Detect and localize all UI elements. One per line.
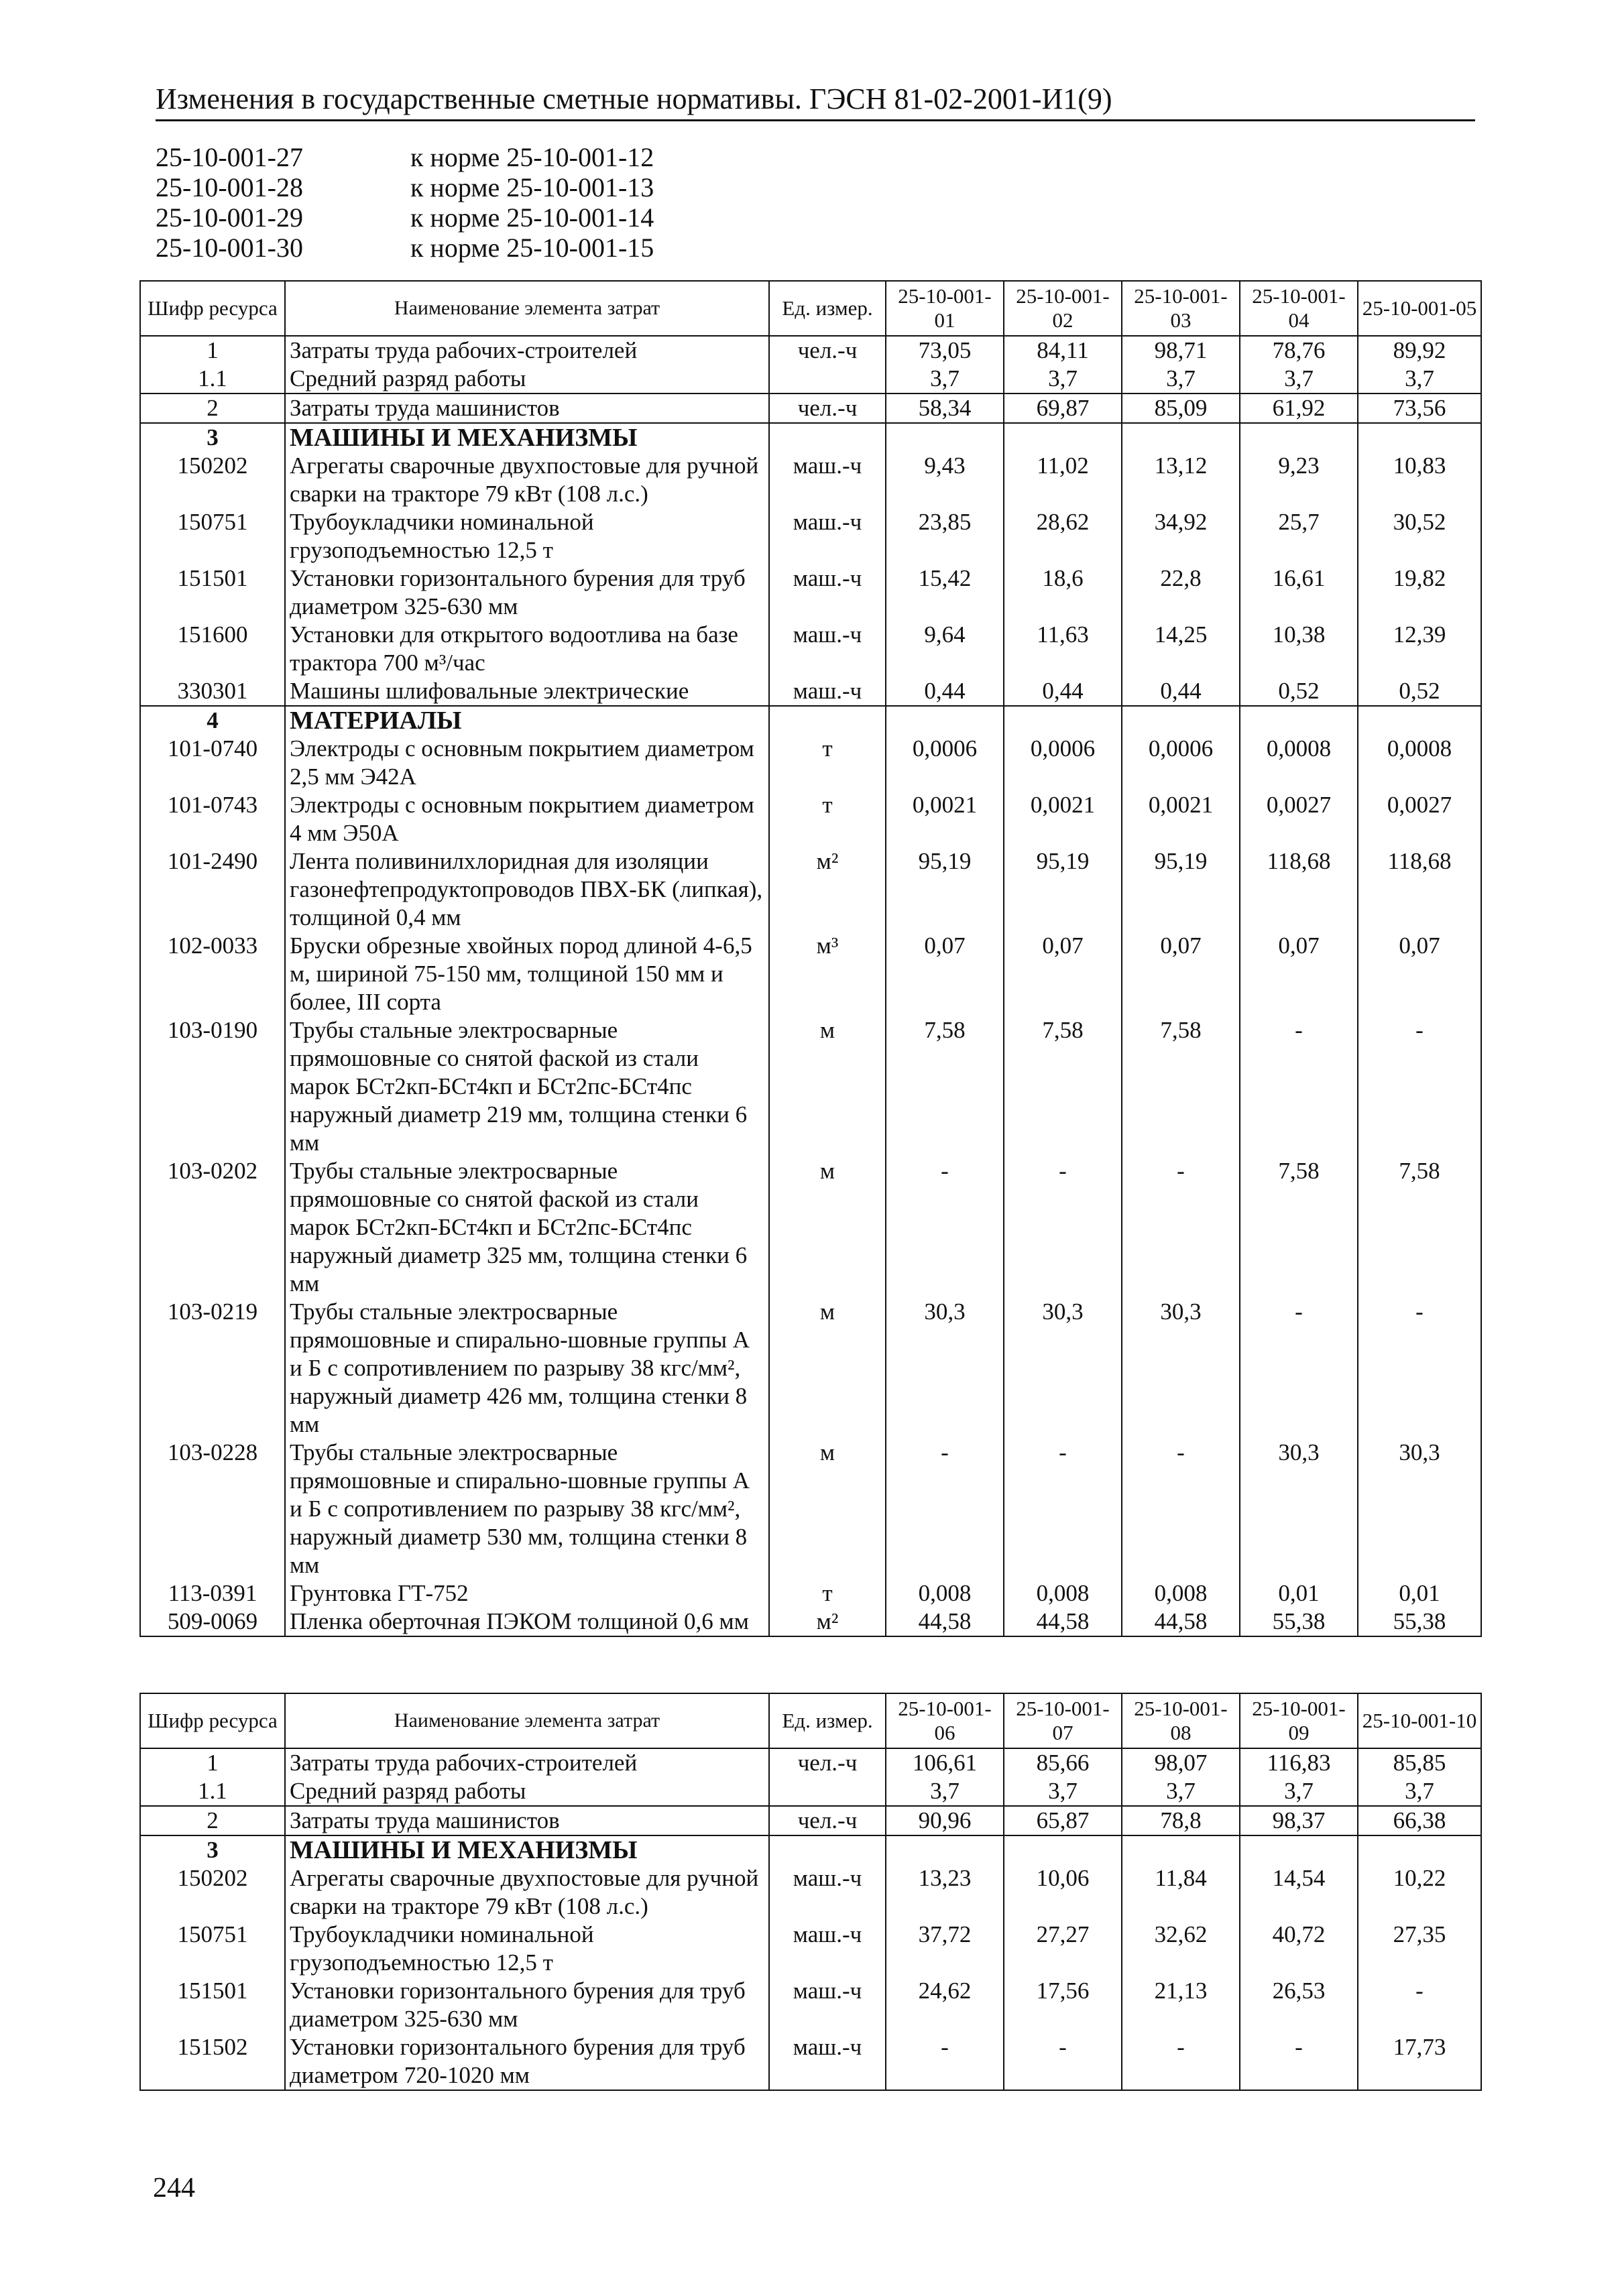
norm-value: 0,07 <box>1122 932 1240 1016</box>
resource-name: Установки горизонтального бурения для труб диаметром 325-630 мм <box>285 564 769 621</box>
norm-value <box>886 423 1004 452</box>
resource-unit: м² <box>769 1608 886 1636</box>
norm-value <box>1122 423 1240 452</box>
norm-value: 3,7 <box>1240 1777 1358 1806</box>
norm-value: 73,56 <box>1358 394 1481 423</box>
norm-value: - <box>1240 1298 1358 1439</box>
norm-value: 7,58 <box>886 1016 1004 1157</box>
norm-value: 30,3 <box>1240 1439 1358 1579</box>
norm-value: 95,19 <box>1122 847 1240 932</box>
resource-code: 3 <box>140 423 285 452</box>
norm-value: 0,44 <box>1122 677 1240 706</box>
norm-value: - <box>886 1439 1004 1579</box>
norm-value: 10,83 <box>1358 452 1481 508</box>
norm-value: 11,84 <box>1122 1864 1240 1921</box>
table-row <box>140 452 1481 508</box>
norm-value: - <box>1122 1157 1240 1298</box>
header-norm-code: 25-10-001-07 <box>1004 1693 1122 1748</box>
resource-code: 2 <box>140 1806 285 1835</box>
resource-unit: м² <box>769 847 886 932</box>
norm-value: 66,38 <box>1358 1806 1481 1835</box>
resource-code: 1.1 <box>140 1777 285 1806</box>
table-row <box>140 1439 1481 1579</box>
norm-value: 18,6 <box>1004 564 1122 621</box>
resource-name: Лента поливинилхлоридная для изоляции газонефтепродуктопроводов ПВХ-БК (липкая), толщиной 0,4 мм <box>285 847 769 932</box>
page-header: Изменения в государственные сметные нормативы. ГЭСН 81-02-2001-И1(9) <box>156 82 1475 121</box>
header-norm-code: 25-10-001-10 <box>1358 1693 1481 1748</box>
resource-unit: м <box>769 1016 886 1157</box>
norm-value: 98,37 <box>1240 1806 1358 1835</box>
norm-value <box>1004 423 1122 452</box>
norm-value: 3,7 <box>1004 365 1122 394</box>
table-row <box>140 336 1481 365</box>
resource-code: 3 <box>140 1835 285 1864</box>
modification-ref: к норме 25-10-001-12 <box>410 142 654 172</box>
resource-unit: чел.-ч <box>769 1806 886 1835</box>
table-row <box>140 1806 1481 1835</box>
header-name: Наименование элемента затрат <box>285 281 769 336</box>
resource-unit: т <box>769 735 886 791</box>
norm-value: 58,34 <box>886 394 1004 423</box>
norm-value: 44,58 <box>1004 1608 1122 1636</box>
norm-value: 95,19 <box>886 847 1004 932</box>
norm-value: 7,58 <box>1004 1016 1122 1157</box>
modification-ref: к норме 25-10-001-15 <box>410 233 654 263</box>
header-norm-code: 25-10-001-02 <box>1004 281 1122 336</box>
norm-value: 98,07 <box>1122 1748 1240 1777</box>
norm-value: - <box>1122 1439 1240 1579</box>
norm-value: 30,3 <box>886 1298 1004 1439</box>
norm-value: 37,72 <box>886 1921 1004 1977</box>
norm-value: 0,07 <box>1004 932 1122 1016</box>
table-row <box>140 1921 1481 1977</box>
norm-value: 0,52 <box>1240 677 1358 706</box>
norm-value: 14,54 <box>1240 1864 1358 1921</box>
table-row <box>140 791 1481 847</box>
resource-code: 509-0069 <box>140 1608 285 1636</box>
modification-code: 25-10-001-30 <box>156 233 303 263</box>
norm-value: 78,76 <box>1240 336 1358 365</box>
modification-code: 25-10-001-29 <box>156 202 303 233</box>
resource-name: Электроды с основным покрытием диаметром 2,5 мм Э42А <box>285 735 769 791</box>
resource-code: 103-0202 <box>140 1157 285 1298</box>
modification-list <box>156 142 654 263</box>
table-row <box>140 1579 1481 1608</box>
norm-value: 65,87 <box>1004 1806 1122 1835</box>
norm-value: 44,58 <box>886 1608 1004 1636</box>
norm-value: 7,58 <box>1240 1157 1358 1298</box>
norm-value: 30,52 <box>1358 508 1481 564</box>
table-row <box>140 1298 1481 1439</box>
modification-row <box>156 172 654 202</box>
norm-value: 0,0027 <box>1358 791 1481 847</box>
norm-value: 98,71 <box>1122 336 1240 365</box>
table-row <box>140 2033 1481 2090</box>
resource-unit: т <box>769 1579 886 1608</box>
resource-unit: чел.-ч <box>769 336 886 365</box>
table-row <box>140 1835 1481 1864</box>
norm-value: 30,3 <box>1122 1298 1240 1439</box>
resource-code: 103-0228 <box>140 1439 285 1579</box>
resource-name: Пленка оберточная ПЭКОМ толщиной 0,6 мм <box>285 1608 769 1636</box>
norm-value: 30,3 <box>1358 1439 1481 1579</box>
table-row <box>140 677 1481 706</box>
resource-code: 150751 <box>140 508 285 564</box>
norm-value: - <box>1358 1298 1481 1439</box>
table-row <box>140 394 1481 423</box>
norm-value: 44,58 <box>1122 1608 1240 1636</box>
resource-unit: т <box>769 791 886 847</box>
resource-name: Установки горизонтального бурения для труб диаметром 325-630 мм <box>285 1977 769 2033</box>
norm-value: 9,64 <box>886 621 1004 677</box>
resource-code: 151502 <box>140 2033 285 2090</box>
modification-row <box>156 233 654 263</box>
norm-value: 118,68 <box>1358 847 1481 932</box>
table-row <box>140 735 1481 791</box>
norm-value <box>1240 706 1358 735</box>
norm-value <box>1240 423 1358 452</box>
resource-code: 4 <box>140 706 285 735</box>
norm-value: 85,85 <box>1358 1748 1481 1777</box>
modification-ref: к норме 25-10-001-14 <box>410 202 654 233</box>
resource-unit: маш.-ч <box>769 452 886 508</box>
header-norm-code: 25-10-001-04 <box>1240 281 1358 336</box>
norm-value: 3,7 <box>1240 365 1358 394</box>
norm-value: 85,09 <box>1122 394 1240 423</box>
norm-value <box>1358 706 1481 735</box>
norm-value: 3,7 <box>1122 1777 1240 1806</box>
header-norm-code: 25-10-001-09 <box>1240 1693 1358 1748</box>
resource-code: 101-2490 <box>140 847 285 932</box>
resource-unit: м <box>769 1298 886 1439</box>
table-row <box>140 1777 1481 1806</box>
norm-value: - <box>1240 2033 1358 2090</box>
resource-unit: маш.-ч <box>769 1977 886 2033</box>
norm-value: 23,85 <box>886 508 1004 564</box>
header-name: Наименование элемента затрат <box>285 1693 769 1748</box>
header-norm-code: 25-10-001-03 <box>1122 281 1240 336</box>
norm-value: 17,73 <box>1358 2033 1481 2090</box>
table-row <box>140 1016 1481 1157</box>
resource-code: 102-0033 <box>140 932 285 1016</box>
norm-value: 55,38 <box>1358 1608 1481 1636</box>
norm-value: 78,8 <box>1122 1806 1240 1835</box>
norm-value: 30,3 <box>1004 1298 1122 1439</box>
norm-value <box>1240 1835 1358 1864</box>
norm-value: 21,13 <box>1122 1977 1240 2033</box>
modification-ref: к норме 25-10-001-13 <box>410 172 654 202</box>
norm-value: 0,07 <box>1240 932 1358 1016</box>
norm-value: 3,7 <box>1004 1777 1122 1806</box>
resource-unit: м <box>769 1157 886 1298</box>
resource-unit <box>769 365 886 394</box>
norm-value: 0,0008 <box>1240 735 1358 791</box>
table-row <box>140 564 1481 621</box>
table-row <box>140 932 1481 1016</box>
table-row <box>140 847 1481 932</box>
norm-value: 19,82 <box>1358 564 1481 621</box>
resource-code: 113-0391 <box>140 1579 285 1608</box>
norm-value: 7,58 <box>1122 1016 1240 1157</box>
header-norm-code: 25-10-001-08 <box>1122 1693 1240 1748</box>
resource-unit: маш.-ч <box>769 1921 886 1977</box>
table-row <box>140 1977 1481 2033</box>
norm-value: 69,87 <box>1004 394 1122 423</box>
norm-value: 13,23 <box>886 1864 1004 1921</box>
norm-value: 25,7 <box>1240 508 1358 564</box>
norm-value: 0,0008 <box>1358 735 1481 791</box>
norm-value: 12,39 <box>1358 621 1481 677</box>
norm-value: 0,07 <box>886 932 1004 1016</box>
table-row <box>140 1864 1481 1921</box>
resource-name: Установки горизонтального бурения для труб диаметром 720-1020 мм <box>285 2033 769 2090</box>
resource-unit: м³ <box>769 932 886 1016</box>
norm-value: 9,23 <box>1240 452 1358 508</box>
resource-code: 101-0743 <box>140 791 285 847</box>
norm-value: 0,07 <box>1358 932 1481 1016</box>
resource-name: Грунтовка ГТ-752 <box>285 1579 769 1608</box>
resource-unit: м <box>769 1439 886 1579</box>
resource-name: Трубы стальные электросварные прямошовные и спирально-шовные группы А и Б с сопротивлением по разрыву 38 кгс/мм², наружный диаметр 530 мм, толщина стенки 8 мм <box>285 1439 769 1579</box>
resource-code: 150202 <box>140 1864 285 1921</box>
norm-value: 16,61 <box>1240 564 1358 621</box>
norm-value: 0,0006 <box>1004 735 1122 791</box>
norm-value: - <box>1358 1977 1481 2033</box>
resource-name: Трубы стальные электросварные прямошовные и спирально-шовные группы А и Б с сопротивлением по разрыву 38 кгс/мм², наружный диаметр 426 мм, толщина стенки 8 мм <box>285 1298 769 1439</box>
table-header-row <box>140 1693 1481 1748</box>
norm-value: 3,7 <box>886 365 1004 394</box>
norm-value: 0,008 <box>886 1579 1004 1608</box>
norm-value <box>1004 706 1122 735</box>
resource-name: Трубы стальные электросварные прямошовные со снятой фаской из стали марок БСт2кп-БСт4кп и БСт2пс-БСт4пс наружный диаметр 325 мм, толщина стенки 6 мм <box>285 1157 769 1298</box>
resource-unit: маш.-ч <box>769 677 886 706</box>
resource-name: МАШИНЫ И МЕХАНИЗМЫ <box>285 423 769 452</box>
norm-value: 3,7 <box>1358 1777 1481 1806</box>
norm-value: 0,01 <box>1240 1579 1358 1608</box>
norm-value: 11,63 <box>1004 621 1122 677</box>
norm-value: 106,61 <box>886 1748 1004 1777</box>
resource-name: Трубоукладчики номинальной грузоподъемностью 12,5 т <box>285 1921 769 1977</box>
resource-code: 151501 <box>140 564 285 621</box>
resource-unit: маш.-ч <box>769 2033 886 2090</box>
resource-unit: чел.-ч <box>769 1748 886 1777</box>
norm-value <box>886 706 1004 735</box>
table-header-row <box>140 281 1481 336</box>
page-number: 244 <box>153 2173 195 2203</box>
table-row <box>140 365 1481 394</box>
norm-value: 0,0021 <box>1122 791 1240 847</box>
norm-value: 118,68 <box>1240 847 1358 932</box>
resource-name: Бруски обрезные хвойных пород длиной 4-6,5 м, шириной 75-150 мм, толщиной 150 мм и более, III сорта <box>285 932 769 1016</box>
resource-code: 103-0190 <box>140 1016 285 1157</box>
resource-name: Затраты труда машинистов <box>285 394 769 423</box>
resource-name: Установки для открытого водоотлива на базе трактора 700 м³/час <box>285 621 769 677</box>
norm-value <box>1122 706 1240 735</box>
resource-name: Трубоукладчики номинальной грузоподъемностью 12,5 т <box>285 508 769 564</box>
norm-value: 27,35 <box>1358 1921 1481 1977</box>
resource-code: 103-0219 <box>140 1298 285 1439</box>
norm-value: 40,72 <box>1240 1921 1358 1977</box>
norm-value: 84,11 <box>1004 336 1122 365</box>
norm-value: 32,62 <box>1122 1921 1240 1977</box>
norm-value: 9,43 <box>886 452 1004 508</box>
norm-value: 0,0021 <box>886 791 1004 847</box>
resource-name: МАШИНЫ И МЕХАНИЗМЫ <box>285 1835 769 1864</box>
table-row <box>140 423 1481 452</box>
norm-value: 10,38 <box>1240 621 1358 677</box>
resource-unit <box>769 423 886 452</box>
norm-value <box>1358 423 1481 452</box>
modification-code: 25-10-001-28 <box>156 172 303 202</box>
norm-value: 3,7 <box>1122 365 1240 394</box>
table-row <box>140 1748 1481 1777</box>
header-unit: Ед. измер. <box>769 281 886 336</box>
modification-row <box>156 142 654 172</box>
norm-value: - <box>1240 1016 1358 1157</box>
norm-value <box>1122 1835 1240 1864</box>
norm-value <box>1004 1835 1122 1864</box>
norm-value: 7,58 <box>1358 1157 1481 1298</box>
resource-code: 151501 <box>140 1977 285 2033</box>
norm-value: 95,19 <box>1004 847 1122 932</box>
header-unit: Ед. измер. <box>769 1693 886 1748</box>
resource-unit: маш.-ч <box>769 508 886 564</box>
norm-value: 0,0006 <box>886 735 1004 791</box>
resource-code: 151600 <box>140 621 285 677</box>
resource-name: Затраты труда машинистов <box>285 1806 769 1835</box>
resource-code: 150751 <box>140 1921 285 1977</box>
resource-code: 101-0740 <box>140 735 285 791</box>
resource-name: Затраты труда рабочих-строителей <box>285 1748 769 1777</box>
table-row <box>140 508 1481 564</box>
norm-value: 27,27 <box>1004 1921 1122 1977</box>
resource-name: Средний разряд работы <box>285 365 769 394</box>
norm-value: 34,92 <box>1122 508 1240 564</box>
norm-value: 10,22 <box>1358 1864 1481 1921</box>
resource-name: Трубы стальные электросварные прямошовные со снятой фаской из стали марок БСт2кп-БСт4кп и БСт2пс-БСт4пс наружный диаметр 219 мм, толщина стенки 6 мм <box>285 1016 769 1157</box>
norm-value: 14,25 <box>1122 621 1240 677</box>
resource-name: Агрегаты сварочные двухпостовые для ручной сварки на тракторе 79 кВт (108 л.с.) <box>285 452 769 508</box>
norm-value: 61,92 <box>1240 394 1358 423</box>
resource-name: Агрегаты сварочные двухпостовые для ручной сварки на тракторе 79 кВт (108 л.с.) <box>285 1864 769 1921</box>
resource-table-1 <box>139 280 1482 1637</box>
norm-value: 116,83 <box>1240 1748 1358 1777</box>
resource-code: 330301 <box>140 677 285 706</box>
header-code: Шифр ресурса <box>140 281 285 336</box>
header-norm-code: 25-10-001-06 <box>886 1693 1004 1748</box>
norm-value: 26,53 <box>1240 1977 1358 2033</box>
norm-value: - <box>886 1157 1004 1298</box>
norm-value: - <box>886 2033 1004 2090</box>
resource-table-2 <box>139 1693 1482 2091</box>
resource-code: 1 <box>140 1748 285 1777</box>
norm-value: 3,7 <box>1358 365 1481 394</box>
norm-value: 0,01 <box>1358 1579 1481 1608</box>
header-norm-code: 25-10-001-01 <box>886 281 1004 336</box>
norm-value: - <box>1358 1016 1481 1157</box>
norm-value: 28,62 <box>1004 508 1122 564</box>
norm-value: 0,44 <box>886 677 1004 706</box>
resource-unit <box>769 706 886 735</box>
resource-unit <box>769 1777 886 1806</box>
norm-value: 0,008 <box>1122 1579 1240 1608</box>
modification-row <box>156 202 654 233</box>
table-row <box>140 1608 1481 1636</box>
modification-code: 25-10-001-27 <box>156 142 303 172</box>
resource-name: МАТЕРИАЛЫ <box>285 706 769 735</box>
norm-value: 13,12 <box>1122 452 1240 508</box>
norm-value: - <box>1004 2033 1122 2090</box>
norm-value: 85,66 <box>1004 1748 1122 1777</box>
norm-value: 0,44 <box>1004 677 1122 706</box>
table-row <box>140 621 1481 677</box>
norm-value: 0,0006 <box>1122 735 1240 791</box>
table-row <box>140 706 1481 735</box>
header-code: Шифр ресурса <box>140 1693 285 1748</box>
resource-unit: маш.-ч <box>769 1864 886 1921</box>
norm-value: 89,92 <box>1358 336 1481 365</box>
norm-value: 55,38 <box>1240 1608 1358 1636</box>
norm-value: 17,56 <box>1004 1977 1122 2033</box>
resource-unit: маш.-ч <box>769 564 886 621</box>
table-row <box>140 1157 1481 1298</box>
resource-name: Затраты труда рабочих-строителей <box>285 336 769 365</box>
norm-value: 0,008 <box>1004 1579 1122 1608</box>
norm-value: 90,96 <box>886 1806 1004 1835</box>
norm-value: 0,0021 <box>1004 791 1122 847</box>
resource-name: Электроды с основным покрытием диаметром 4 мм Э50А <box>285 791 769 847</box>
norm-value <box>886 1835 1004 1864</box>
norm-value: - <box>1004 1439 1122 1579</box>
norm-value: - <box>1122 2033 1240 2090</box>
norm-value: 3,7 <box>886 1777 1004 1806</box>
norm-value: 0,52 <box>1358 677 1481 706</box>
norm-value: 15,42 <box>886 564 1004 621</box>
header-norm-code: 25-10-001-05 <box>1358 281 1481 336</box>
norm-value: 11,02 <box>1004 452 1122 508</box>
resource-code: 1 <box>140 336 285 365</box>
resource-unit <box>769 1835 886 1864</box>
norm-value: 10,06 <box>1004 1864 1122 1921</box>
norm-value <box>1358 1835 1481 1864</box>
resource-unit: маш.-ч <box>769 621 886 677</box>
norm-value: 73,05 <box>886 336 1004 365</box>
resource-name: Средний разряд работы <box>285 1777 769 1806</box>
norm-value: 0,0027 <box>1240 791 1358 847</box>
resource-unit: чел.-ч <box>769 394 886 423</box>
resource-code: 2 <box>140 394 285 423</box>
norm-value: 22,8 <box>1122 564 1240 621</box>
norm-value: 24,62 <box>886 1977 1004 2033</box>
resource-code: 1.1 <box>140 365 285 394</box>
norm-value: - <box>1004 1157 1122 1298</box>
resource-name: Машины шлифовальные электрические <box>285 677 769 706</box>
resource-code: 150202 <box>140 452 285 508</box>
